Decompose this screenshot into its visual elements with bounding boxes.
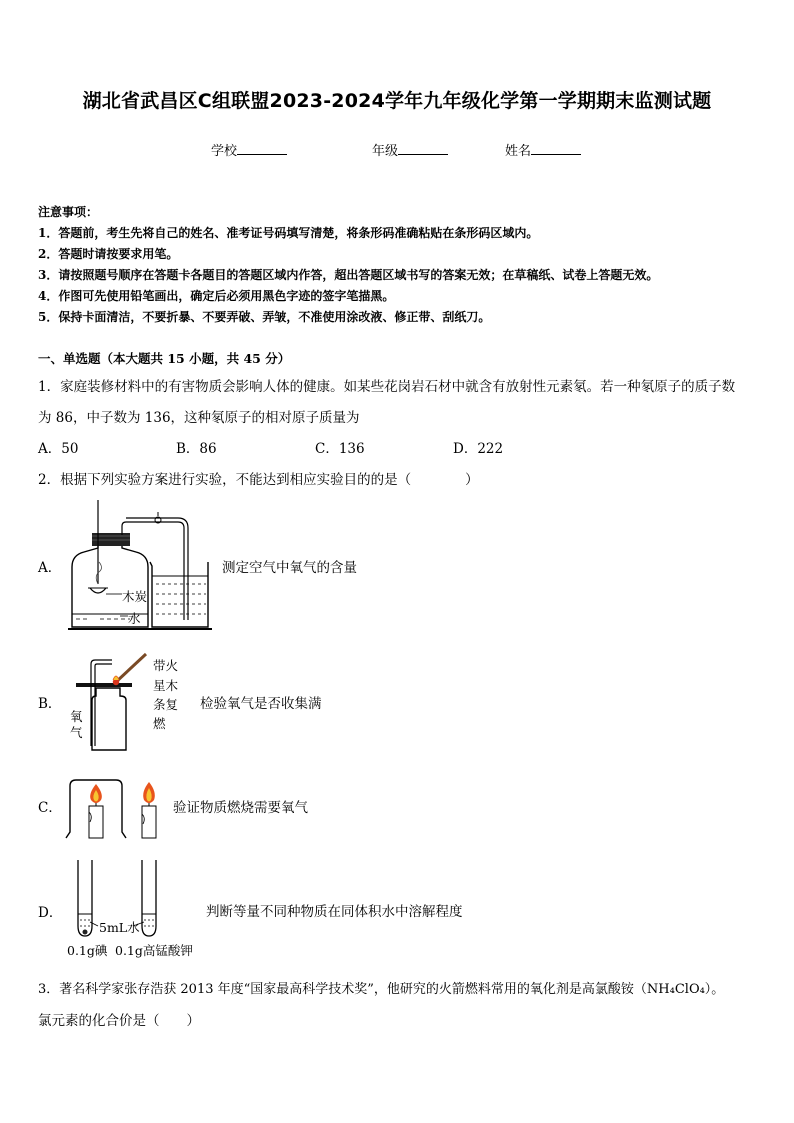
q2-option-a-caption: 测定空气中氧气的含量	[222, 560, 357, 576]
label-5ml-water: 5mL水	[99, 920, 140, 935]
q1-option-c[interactable]: C．136	[315, 441, 365, 457]
q2-option-d-caption: 判断等量不同种物质在同体积水中溶解程度	[206, 904, 463, 920]
school-label: 学校	[211, 144, 238, 159]
label-splint-3: 条复	[153, 697, 179, 712]
grade-label: 年级	[372, 144, 399, 159]
q3-stem-line1: 3．著名科学家张存浩获 2013 年度“国家最高科学技术奖”，他研究的火箭燃料常用的氧化剂是高氯酸铵（NH₄ClO₄）。	[38, 982, 725, 997]
q2-option-c-caption: 验证物质燃烧需要氧气	[173, 800, 308, 816]
notice-item: 1．答题前，考生先将自己的姓名、准考证号码填写清楚，将条形码准确粘贴在条形码区域内。	[38, 226, 539, 240]
notice-heading: 注意事项：	[38, 205, 99, 219]
q2-option-a-letter[interactable]: A．	[38, 560, 62, 576]
q1-stem-line2: 为 86，中子数为 136，这种氡原子的相对原子质量为	[38, 410, 360, 426]
label-splint-1: 带火	[153, 658, 179, 673]
page-title: 湖北省武昌区C组联盟2023-2024学年九年级化学第一学期期末监测试题	[82, 90, 712, 112]
label-splint-2: 星木	[153, 678, 179, 693]
label-charcoal: 木炭	[122, 589, 148, 604]
q2-option-b-letter[interactable]: B．	[38, 696, 62, 712]
label-kmno4: 0.1g高锰酸钾	[115, 943, 193, 958]
q3-stem-line2: 氯元素的化合价是（ ）	[38, 1013, 200, 1029]
q1-stem-line1: 1．家庭装修材料中的有害物质会影响人体的健康。如某些花岗岩石材中就含有放射性元素氡。若一种氡原子的质子数	[38, 379, 736, 395]
section-heading: 一、单选题（本大题共 15 小题，共 45 分）	[38, 351, 291, 366]
notice-item: 3．请按照题号顺序在答题卡各题目的答题区域内作答，超出答题区域书写的答案无效；在草稿纸、试卷上答题无效。	[38, 268, 659, 282]
q1-option-d[interactable]: D．222	[453, 441, 504, 457]
q2-option-c-letter[interactable]: C．	[38, 800, 62, 816]
q2-stem: 2．根据下列实验方案进行实验，不能达到相应实验目的的是（ ）	[38, 472, 479, 488]
name-blank[interactable]	[531, 142, 581, 155]
label-oxygen-2: 气	[70, 725, 83, 740]
q1-option-a[interactable]: A．50	[38, 441, 79, 457]
notice-item: 5．保持卡面清洁，不要折暴、不要弄破、弄皱，不准使用涂改液、修正带、刮纸刀。	[38, 310, 491, 324]
label-iodine: 0.1g碘	[67, 943, 108, 958]
grade-field[interactable]	[372, 140, 448, 159]
candles-beaker-icon	[60, 776, 170, 842]
name-label: 姓名	[505, 144, 532, 159]
name-field[interactable]	[505, 140, 581, 159]
label-oxygen-1: 氧	[70, 709, 83, 724]
q1-option-b[interactable]: B．86	[176, 441, 217, 457]
label-splint-4: 燃	[153, 716, 166, 731]
q2-option-b-caption: 检验氧气是否收集满	[200, 696, 322, 712]
school-blank[interactable]	[237, 142, 287, 155]
grade-blank[interactable]	[398, 142, 448, 155]
notice-item: 2．答题时请按要求用笔。	[38, 247, 179, 261]
q2-option-d-letter[interactable]: D．	[38, 905, 63, 921]
label-water: 水	[128, 611, 141, 626]
notice-item: 4．作图可先使用铅笔画出，确定后必须用黑色字迹的签字笔描黑。	[38, 289, 395, 303]
school-field[interactable]	[211, 140, 287, 159]
